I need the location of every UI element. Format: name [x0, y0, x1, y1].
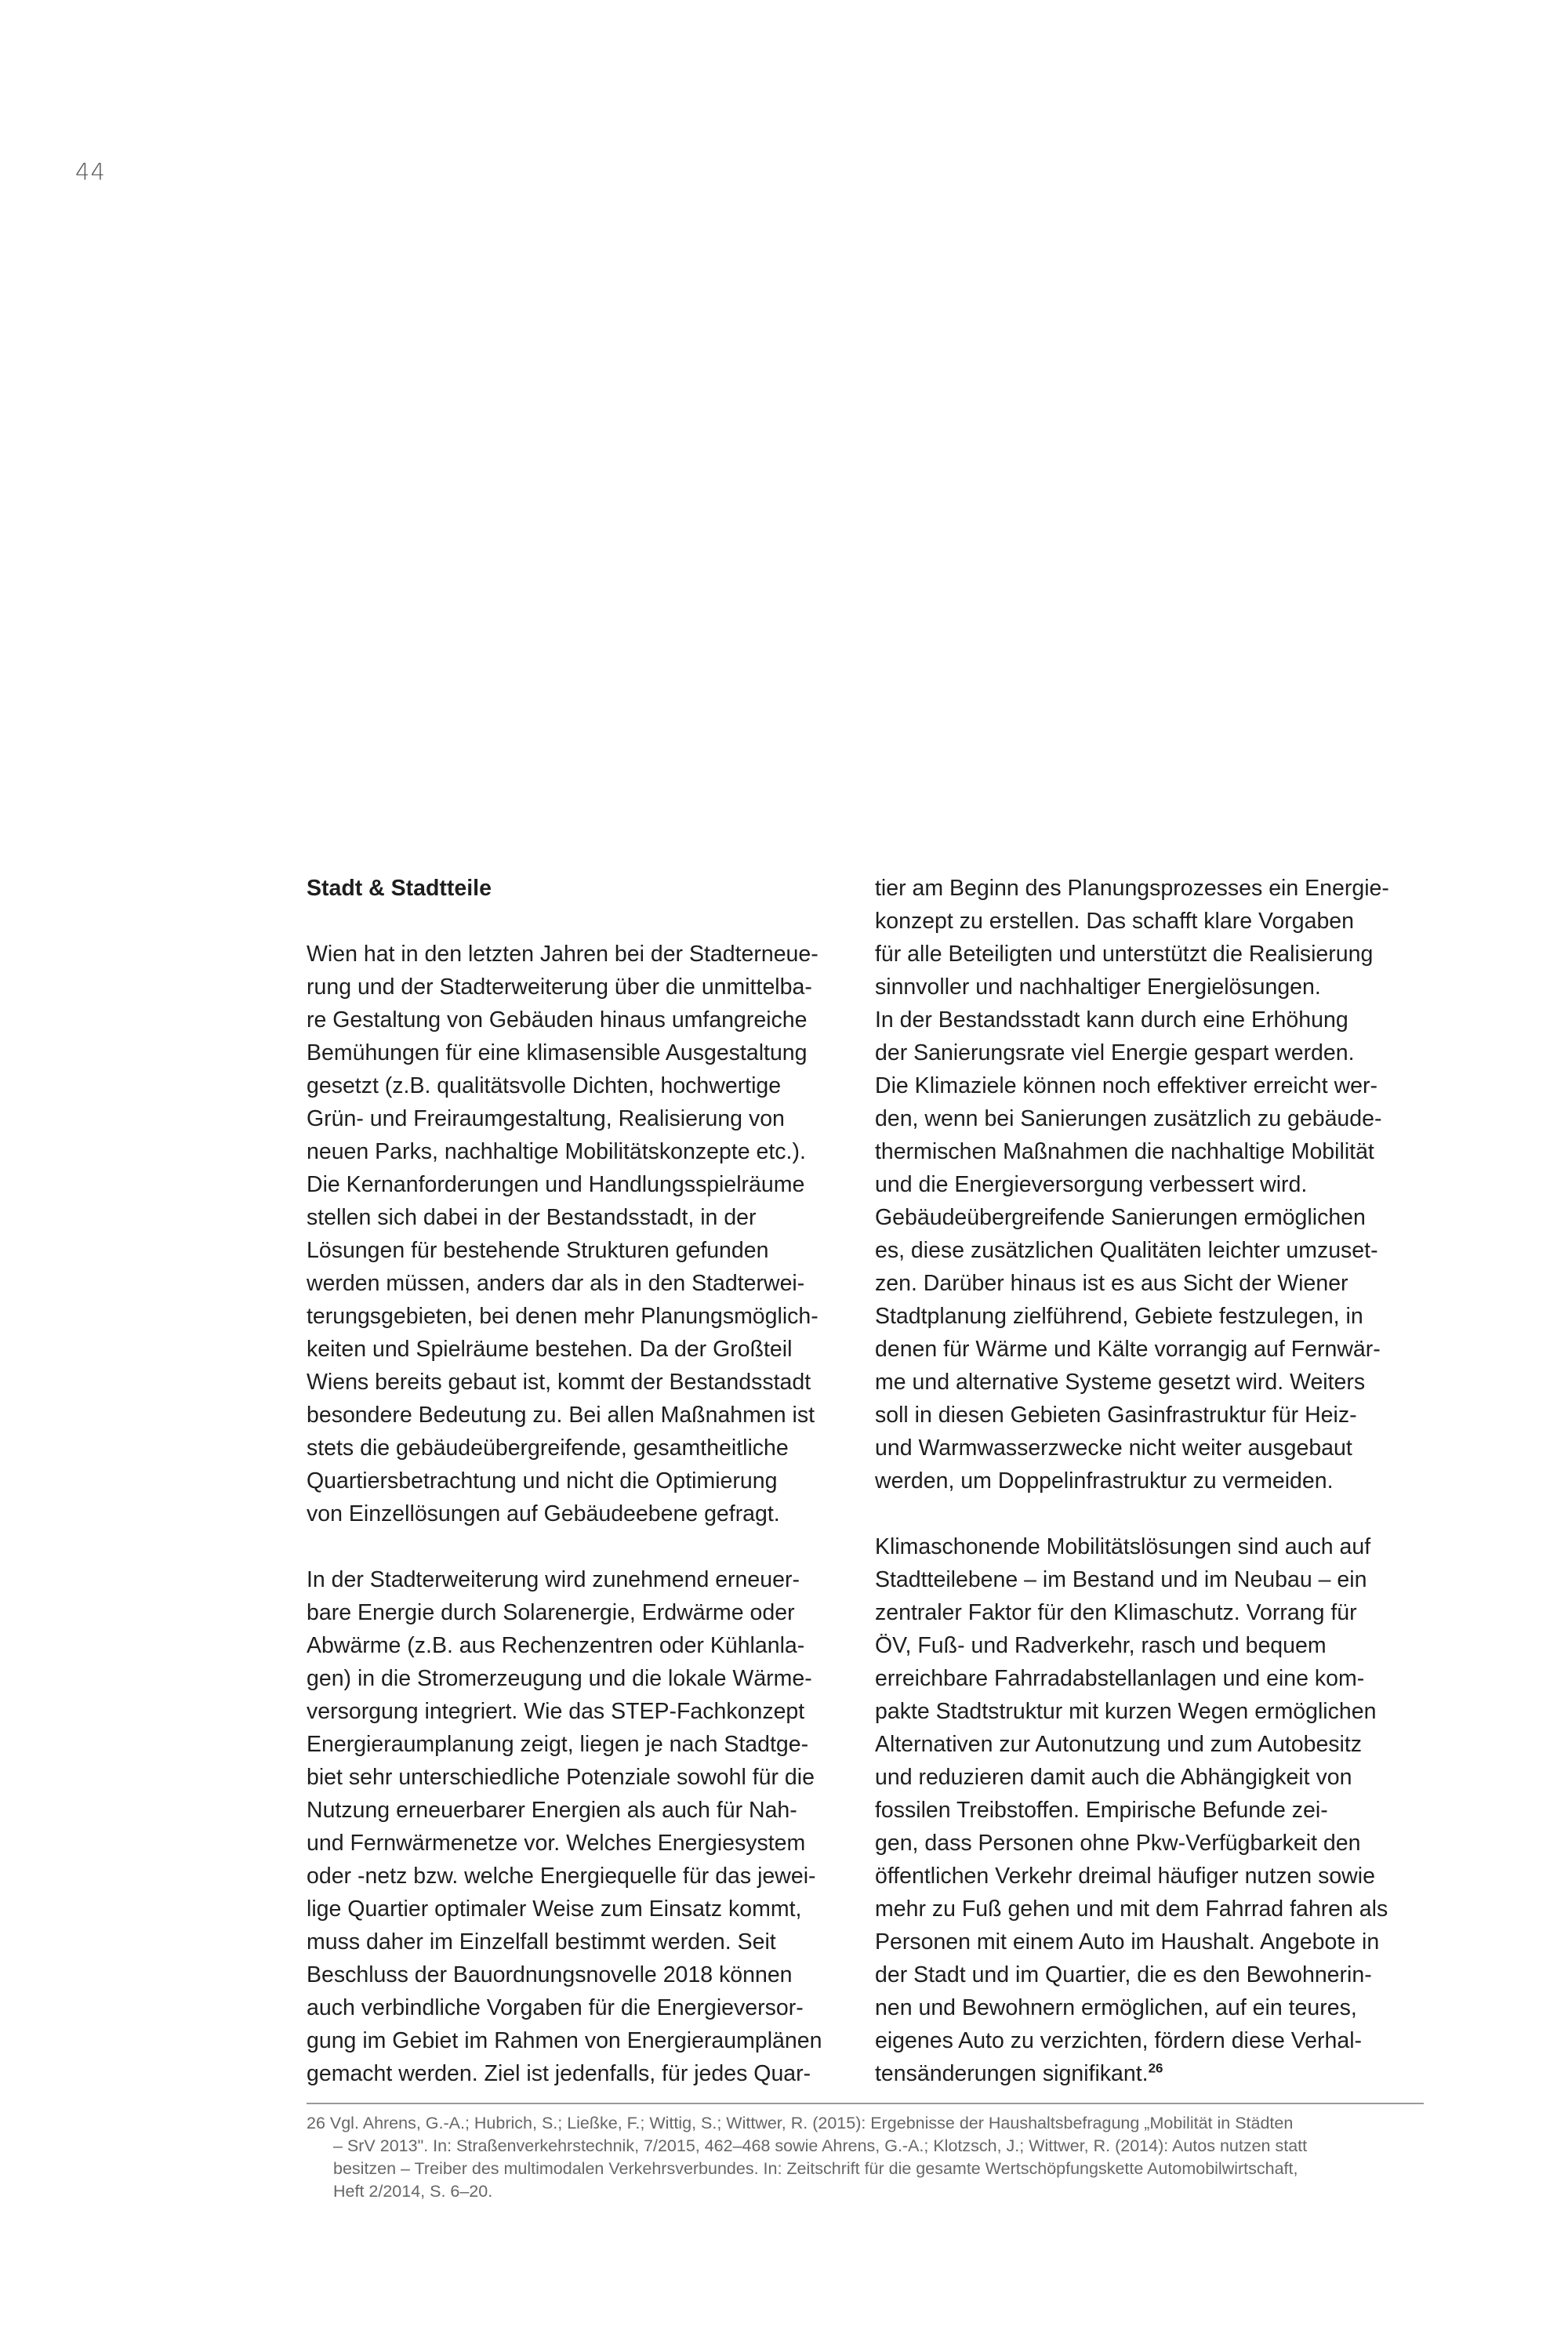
text-line: oder -netz bzw. welche Energiequelle für das jewei- — [307, 1864, 816, 1889]
text-line: und Warmwasserzwecke nicht weiter ausgebaut — [875, 1436, 1352, 1461]
paragraph-gap — [307, 1530, 855, 1563]
footnote-line: Heft 2/2014, S. 6–20. — [333, 2182, 493, 2201]
text-line: gesetzt (z.B. qualitätsvolle Dichten, hochwertige — [307, 1073, 782, 1098]
text-line: thermischen Maßnahmen die nachhaltige Mobilität — [875, 1139, 1374, 1164]
text-line: nen und Bewohnern ermöglichen, auf ein teures, — [875, 1995, 1357, 2020]
text-line: stets die gebäudeübergreifende, gesamtheitliche — [307, 1436, 789, 1461]
footnote-reference[interactable]: 26 — [1148, 2060, 1163, 2076]
text-line: soll in diesen Gebieten Gasinfrastruktur für Heiz- — [875, 1403, 1357, 1428]
footnote — [307, 2112, 1424, 2203]
text-line: der Stadt und im Quartier, die es den Bewohnerin- — [875, 1962, 1372, 1987]
footnote-line: – SrV 2013". In: Straßenverkehrstechnik, 7/2015, 462–468 sowie Ahrens, G.-A.; Klotzsch, J.; Wittwer, R. (2014): Autos nutzen statt — [333, 2136, 1308, 2155]
text-line: Beschluss der Bauordnungsnovelle 2018 können — [307, 1962, 793, 1987]
text-line-content: tensänderungen signifikant. — [875, 2061, 1149, 2086]
text-line: eigenes Auto zu verzichten, fördern diese Verhal- — [875, 2028, 1363, 2053]
text-line: terungsgebieten, bei denen mehr Planungsmöglich- — [307, 1304, 818, 1329]
paragraph — [307, 938, 855, 1530]
text-line: keiten und Spielräume bestehen. Da der Großteil — [307, 1337, 793, 1362]
paragraph-gap — [875, 1497, 1424, 1530]
text-line: re Gestaltung von Gebäuden hinaus umfangreiche — [307, 1007, 808, 1033]
text-line: und reduzieren damit auch die Abhängigkeit von — [875, 1765, 1352, 1790]
text-line: Die Kernanforderungen und Handlungsspielräume — [307, 1172, 805, 1197]
text-line: Bemühungen für eine klimasensible Ausgestaltung — [307, 1040, 808, 1065]
text-line: gen, dass Personen ohne Pkw-Verfügbarkeit den — [875, 1831, 1361, 1856]
text-line: Wien hat in den letzten Jahren bei der Stadterneue- — [307, 942, 818, 967]
text-line — [875, 2057, 1424, 2090]
text-line: konzept zu erstellen. Das schafft klare Vorgaben — [875, 909, 1354, 934]
text-line: gemacht werden. Ziel ist jedenfalls, für jedes Quar- — [307, 2061, 811, 2086]
text-line: Klimaschonende Mobilitätslösungen sind auch auf — [875, 1534, 1371, 1559]
text-line: denen für Wärme und Kälte vorrangig auf Fernwär- — [875, 1337, 1381, 1362]
text-line: In der Stadterweiterung wird zunehmend erneuer- — [307, 1567, 800, 1592]
text-line: me und alternative Systeme gesetzt wird. Weiters — [875, 1370, 1366, 1395]
text-line: gung im Gebiet im Rahmen von Energieraumplänen — [307, 2028, 822, 2053]
text-line: lige Quartier optimaler Weise zum Einsatz kommt, — [307, 1896, 802, 1922]
text-line: neuen Parks, nachhaltige Mobilitätskonzepte etc.). — [307, 1139, 806, 1164]
text-line: den, wenn bei Sanierungen zusätzlich zu gebäude- — [875, 1106, 1382, 1131]
footnote-line: 26 Vgl. Ahrens, G.-A.; Hubrich, S.; Ließke, F.; Wittig, S.; Wittwer, R. (2015): Ergebnisse der Haushaltsbefragung „Mobilität in Städten — [307, 2114, 1294, 2132]
right-column — [875, 872, 1424, 2090]
text-line: öffentlichen Verkehr dreimal häufiger nutzen sowie — [875, 1864, 1375, 1889]
text-line: Gebäudeübergreifende Sanierungen ermöglichen — [875, 1205, 1366, 1230]
text-line: Nutzung erneuerbarer Energien als auch für Nah- — [307, 1798, 797, 1823]
page-number: 44 — [75, 158, 106, 185]
text-line: sinnvoller und nachhaltiger Energielösungen. — [875, 975, 1321, 1000]
text-line: der Sanierungsrate viel Energie gespart werden. — [875, 1040, 1355, 1065]
text-line: tier am Beginn des Planungsprozesses ein Energie- — [875, 876, 1389, 901]
text-line: Stadtteilebene – im Bestand und im Neubau – ein — [875, 1567, 1367, 1592]
text-line: Die Klimaziele können noch effektiver erreicht wer- — [875, 1073, 1378, 1098]
text-line: und die Energieversorgung verbessert wird. — [875, 1172, 1308, 1197]
section-heading: Stadt & Stadtteile — [307, 876, 492, 901]
text-line: werden, um Doppelinfrastruktur zu vermeiden. — [875, 1468, 1334, 1494]
paragraph — [875, 1530, 1424, 2090]
text-line: erreichbare Fahrradabstellanlagen und eine kom- — [875, 1666, 1365, 1691]
text-line: es, diese zusätzlichen Qualitäten leichter umzuset- — [875, 1238, 1378, 1263]
text-line: besondere Bedeutung zu. Bei allen Maßnahmen ist — [307, 1403, 815, 1428]
left-column — [307, 872, 855, 2090]
text-line: In der Bestandsstadt kann durch eine Erhöhung — [875, 1007, 1348, 1033]
text-line: werden müssen, anders dar als in den Stadterwei- — [307, 1271, 805, 1296]
text-line: zentraler Faktor für den Klimaschutz. Vorrang für — [875, 1600, 1357, 1625]
text-line: muss daher im Einzelfall bestimmt werden. Seit — [307, 1929, 776, 1955]
text-line: fossilen Treibstoffen. Empirische Befunde zei- — [875, 1798, 1328, 1823]
text-line: versorgung integriert. Wie das STEP-Fachkonzept — [307, 1699, 805, 1724]
text-line: Energieraumplanung zeigt, liegen je nach Stadtge- — [307, 1732, 809, 1757]
text-line: Wiens bereits gebaut ist, kommt der Bestandsstadt — [307, 1370, 811, 1395]
text-line: und Fernwärmenetze vor. Welches Energiesystem — [307, 1831, 806, 1856]
footnotes — [307, 2112, 1424, 2203]
text-line: Personen mit einem Auto im Haushalt. Angebote in — [875, 1929, 1380, 1955]
text-line: mehr zu Fuß gehen und mit dem Fahrrad fahren als — [875, 1896, 1388, 1922]
text-line: auch verbindliche Vorgaben für die Energieversor- — [307, 1995, 804, 2020]
text-line: Alternativen zur Autonutzung und zum Autobesitz — [875, 1732, 1363, 1757]
text-line: rung und der Stadterweiterung über die unmittelba- — [307, 975, 812, 1000]
text-line: für alle Beteiligten und unterstützt die Realisierung — [875, 942, 1374, 967]
text-line: pakte Stadtstruktur mit kurzen Wegen ermöglichen — [875, 1699, 1377, 1724]
text-line: Lösungen für bestehende Strukturen gefunden — [307, 1238, 769, 1263]
text-line: zen. Darüber hinaus ist es aus Sicht der Wiener — [875, 1271, 1348, 1296]
text-line: von Einzellösungen auf Gebäudeebene gefragt. — [307, 1501, 780, 1526]
footnote-divider — [307, 2103, 1424, 2104]
text-line: gen) in die Stromerzeugung und die lokale Wärme- — [307, 1666, 812, 1691]
text-line: Grün- und Freiraumgestaltung, Realisierung von — [307, 1106, 785, 1131]
text-line: Quartiersbetrachtung und nicht die Optimierung — [307, 1468, 778, 1494]
text-line: biet sehr unterschiedliche Potenziale sowohl für die — [307, 1765, 815, 1790]
text-line: Stadtplanung zielführend, Gebiete festzulegen, in — [875, 1304, 1363, 1329]
text-line: ÖV, Fuß- und Radverkehr, rasch und bequem — [875, 1633, 1327, 1658]
text-line: stellen sich dabei in der Bestandsstadt, in der — [307, 1205, 757, 1230]
text-line: bare Energie durch Solarenergie, Erdwärme oder — [307, 1600, 795, 1625]
text-line: Abwärme (z.B. aus Rechenzentren oder Kühlanla- — [307, 1633, 805, 1658]
footnote-line: besitzen – Treiber des multimodalen Verkehrsverbundes. In: Zeitschrift für die gesamte Wertschöpfungskette Automobilwirtschaft, — [333, 2159, 1298, 2178]
paragraph — [307, 1563, 855, 2090]
paragraph — [875, 872, 1424, 1497]
